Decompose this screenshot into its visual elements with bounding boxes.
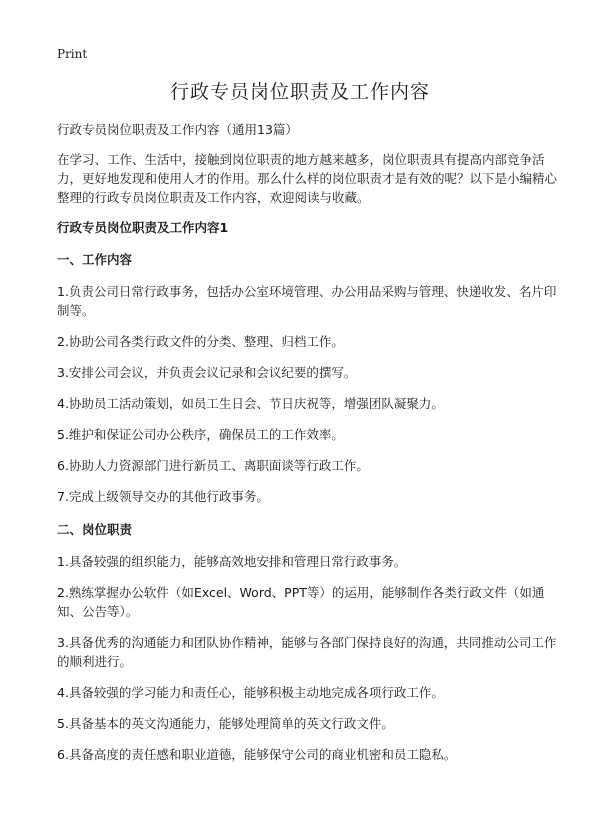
job-duties-list [57,552,564,764]
list-item: 6.协助人力资源部门进行新员工、离职面谈等行政工作。 [57,458,369,473]
heading-work-content: 一、工作内容 [57,252,133,267]
list-item: 4.协助员工活动策划，如员工生日会、节日庆祝等，增强团队凝聚力。 [57,396,444,411]
list-item: 5.维护和保证公司办公秩序，确保员工的工作效率。 [57,427,344,442]
list-item: 5.具备基本的英文沟通能力，能够处理简单的英文行政文件。 [57,716,394,731]
list-item: 6.具备高度的责任感和职业道德，能够保守公司的商业机密和员工隐私。 [57,747,457,762]
list-item: 3.具备优秀的沟通能力和团队协作精神，能够与各部门保持良好的沟通，共同推动公司工作的顺利进行。 [57,635,557,669]
heading-job-duties: 二、岗位职责 [57,522,133,537]
list-item: 7.完成上级领导交办的其他行政事务。 [57,489,269,504]
list-item: 1.具备较强的组织能力，能够高效地安排和管理日常行政事务。 [57,554,407,569]
intro-paragraph: 在学习、工作、生活中，接触到岗位职责的地方越来越多，岗位职责具有提高内部竞争活力，更好地发现和使用人才的作用。那么什么样的岗位职责才是有效的呢？以下是小编精心整理的行政专员岗位职责及工作内容，欢迎阅读与收藏。 [57,152,558,205]
page-title: 行政专员岗位职责及工作内容 [169,81,430,103]
section-title: 行政专员岗位职责及工作内容1 [57,220,229,235]
print-link[interactable]: Print [57,47,88,61]
document-body [57,120,564,776]
document-subtitle: 行政专员岗位职责及工作内容（通用13篇） [57,122,298,137]
list-item: 1.负责公司日常行政事务，包括办公室环境管理、办公用品采购与管理、快递收发、名片印制等。 [57,284,557,318]
list-item: 2.协助公司各类行政文件的分类、整理、归档工作。 [57,334,344,349]
list-item: 2.熟练掌握办公软件（如Excel、Word、PPT等）的运用，能够制作各类行政文件（如通知、公告等）。 [57,585,545,619]
list-item: 3.安排公司会议，并负责会议记录和会议纪要的撰写。 [57,365,357,380]
work-content-list [57,282,564,506]
list-item: 4.具备较强的学习能力和责任心，能够积极主动地完成各项行政工作。 [57,685,444,700]
